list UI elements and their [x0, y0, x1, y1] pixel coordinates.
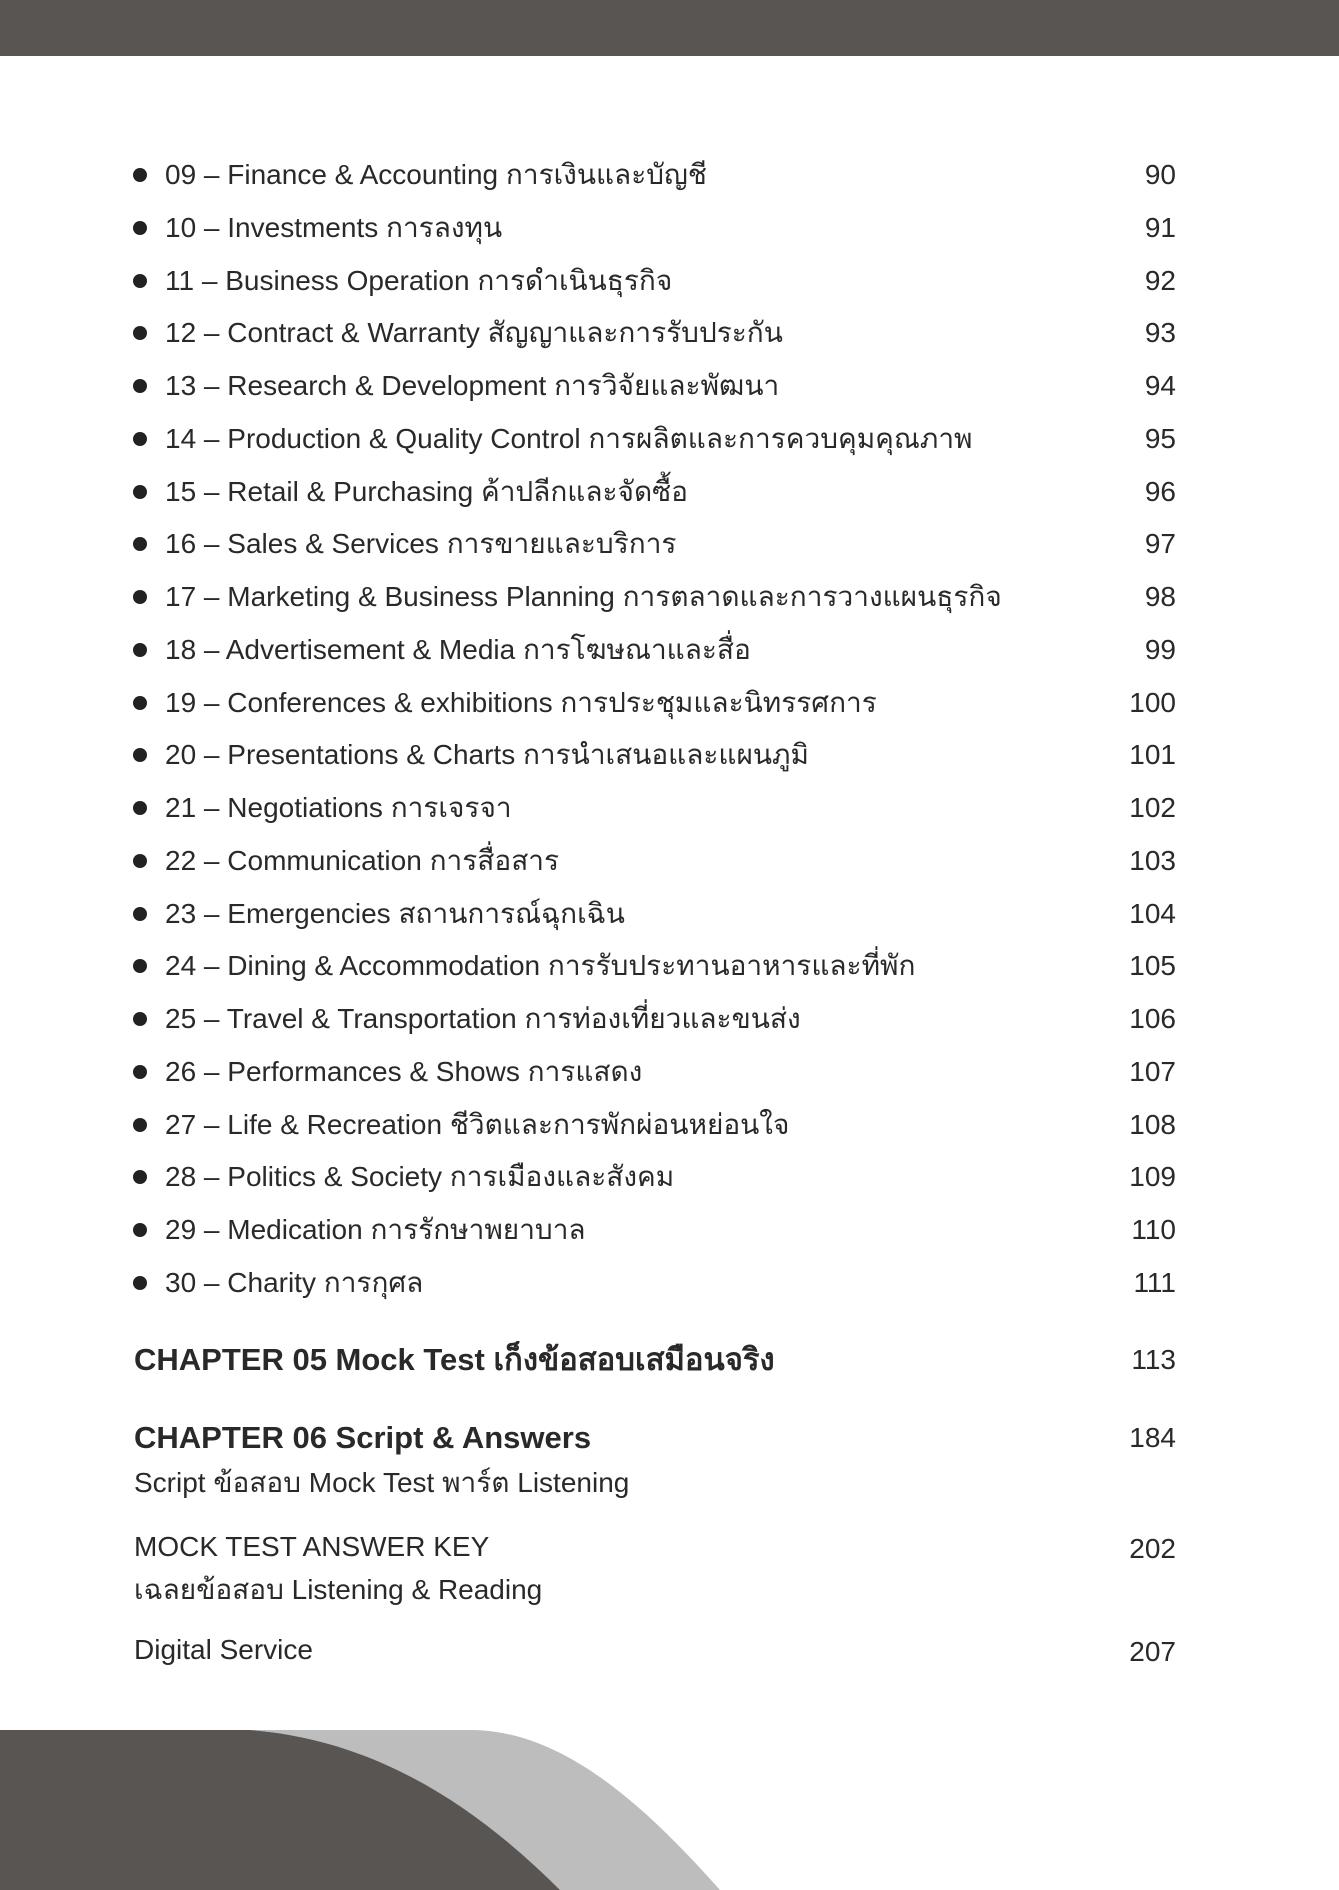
chapter-05-page: 113: [1131, 1344, 1176, 1375]
bullet-icon: [133, 854, 147, 868]
toc-item-title: 29 – Medication การรักษาพยาบาล: [165, 1214, 586, 1245]
toc-item-title: 12 – Contract & Warranty สัญญาและการรับประกัน: [165, 317, 783, 349]
table-of-contents-list: [0, 149, 1339, 1310]
toc-item-page: 94: [1144, 370, 1176, 401]
bullet-icon: [133, 643, 147, 657]
digital-service-title: Digital Service: [134, 1634, 313, 1665]
toc-item[interactable]: [0, 835, 1339, 888]
toc-item-page: 103: [1129, 844, 1176, 876]
bullet-icon: [133, 696, 147, 710]
toc-item-page: 100: [1129, 686, 1176, 718]
toc-item-title: 13 – Research & Development การวิจัยและพัฒนา: [165, 370, 780, 401]
toc-item-page: 110: [1131, 1214, 1176, 1245]
toc-item-page: 98: [1144, 581, 1176, 612]
toc-item-page: 106: [1129, 1003, 1176, 1034]
bullet-icon: [133, 168, 147, 182]
toc-item-title: 28 – Politics & Society การเมืองและสังคม: [165, 1161, 675, 1193]
toc-item-title: 10 – Investments การลงทุน: [165, 211, 503, 243]
bullet-icon: [133, 1276, 147, 1290]
bullet-icon: [133, 221, 147, 235]
toc-item-page: 102: [1129, 792, 1176, 823]
toc-item-title: 30 – Charity การกุศล: [165, 1266, 424, 1298]
toc-item-page: 96: [1144, 475, 1176, 507]
bullet-icon: [133, 432, 147, 446]
toc-item-title: 23 – Emergencies สถานการณ์ฉุกเฉิน: [165, 897, 625, 929]
top-decorative-bar: [0, 0, 1339, 56]
toc-item[interactable]: [0, 255, 1339, 308]
chapter-06-entry[interactable]: [134, 1419, 1176, 1500]
digital-service-page: 207: [1129, 1636, 1176, 1667]
toc-item-title: 16 – Sales & Services การขายและบริการ: [165, 528, 677, 560]
toc-item[interactable]: [0, 1151, 1339, 1204]
toc-item[interactable]: [0, 888, 1339, 941]
toc-item-title: 17 – Marketing & Business Planning การตลาดและการวางแผนธุรกิจ: [165, 581, 1002, 612]
toc-item-page: 91: [1144, 211, 1176, 243]
toc-item-title: 25 – Travel & Transportation การท่องเที่ยวและขนส่ง: [165, 1003, 801, 1034]
bullet-icon: [133, 590, 147, 604]
toc-item-title: 19 – Conferences & exhibitions การประชุมและนิทรรศการ: [165, 686, 877, 718]
toc-item[interactable]: [0, 518, 1339, 571]
toc-item-title: 26 – Performances & Shows การแสดง: [165, 1055, 643, 1087]
toc-item-title: 11 – Business Operation การดำเนินธุรกิจ: [165, 264, 673, 296]
toc-item-title: 15 – Retail & Purchasing ค้าปลีกและจัดซื้อ: [165, 475, 688, 507]
bullet-icon: [133, 907, 147, 921]
chapter-06-subtitle: Script ข้อสอบ Mock Test พาร์ต Listening: [134, 1467, 630, 1498]
toc-item[interactable]: [0, 1204, 1339, 1257]
bullet-icon: [133, 959, 147, 973]
toc-item[interactable]: [0, 782, 1339, 835]
toc-item-page: 92: [1144, 264, 1176, 296]
answer-key-entry[interactable]: [134, 1530, 1176, 1607]
toc-item-page: 108: [1129, 1108, 1176, 1140]
bullet-icon: [133, 326, 147, 340]
chapter-06-page: 184: [1129, 1422, 1176, 1453]
bullet-icon: [133, 274, 147, 288]
toc-item[interactable]: [0, 624, 1339, 677]
chapter-05-entry[interactable]: [134, 1341, 1176, 1379]
toc-item-title: 20 – Presentations & Charts การนำเสนอและแผนภูมิ: [165, 739, 809, 771]
bullet-icon: [133, 801, 147, 815]
toc-item[interactable]: [0, 202, 1339, 255]
chapter-06-title: CHAPTER 06 Script & Answers: [134, 1420, 592, 1455]
toc-item[interactable]: [0, 571, 1339, 624]
toc-item[interactable]: [0, 1257, 1339, 1310]
toc-item-page: 90: [1144, 159, 1176, 190]
toc-item[interactable]: [0, 993, 1339, 1046]
toc-item-title: 21 – Negotiations การเจรจา: [165, 792, 512, 823]
toc-item-title: 24 – Dining & Accommodation การรับประทานอาหารและที่พัก: [165, 950, 916, 982]
toc-item-title: 18 – Advertisement & Media การโฆษณาและสื่อ: [165, 633, 751, 665]
toc-item[interactable]: [0, 413, 1339, 466]
digital-service-entry[interactable]: [134, 1633, 1176, 1667]
toc-item-page: 109: [1129, 1161, 1176, 1193]
toc-item[interactable]: [0, 940, 1339, 993]
toc-item[interactable]: [0, 360, 1339, 413]
toc-item-title: 27 – Life & Recreation ชีวิตและการพักผ่อนหย่อนใจ: [165, 1108, 790, 1140]
bullet-icon: [133, 1170, 147, 1184]
toc-item[interactable]: [0, 307, 1339, 360]
toc-item-page: 111: [1133, 1266, 1176, 1298]
toc-item-page: 97: [1144, 528, 1176, 560]
toc-item-title: 14 – Production & Quality Control การผลิตและการควบคุมคุณภาพ: [165, 422, 973, 454]
bullet-icon: [133, 1012, 147, 1026]
toc-item-page: 101: [1129, 739, 1176, 771]
chapter-05-title: CHAPTER 05 Mock Test เก็งข้อสอบเสมือนจริง: [134, 1342, 775, 1377]
answer-key-subtitle: เฉลยข้อสอบ Listening & Reading: [134, 1574, 543, 1605]
toc-item-page: 99: [1144, 633, 1176, 665]
toc-item-page: 93: [1144, 317, 1176, 349]
toc-item-page: 105: [1129, 950, 1176, 982]
answer-key-page: 202: [1129, 1533, 1176, 1564]
toc-item-page: 95: [1144, 422, 1176, 454]
toc-item-title: 22 – Communication การสื่อสาร: [165, 844, 560, 876]
toc-item[interactable]: [0, 1099, 1339, 1152]
bullet-icon: [133, 1118, 147, 1132]
bullet-icon: [133, 748, 147, 762]
toc-item[interactable]: [0, 1046, 1339, 1099]
toc-item[interactable]: [0, 466, 1339, 519]
bullet-icon: [133, 379, 147, 393]
bullet-icon: [133, 485, 147, 499]
answer-key-title: MOCK TEST ANSWER KEY: [134, 1531, 490, 1562]
toc-item[interactable]: [0, 729, 1339, 782]
bullet-icon: [133, 537, 147, 551]
toc-item-title: 09 – Finance & Accounting การเงินและบัญชี: [165, 159, 707, 190]
toc-item-page: 104: [1129, 897, 1176, 929]
toc-item-page: 107: [1129, 1055, 1176, 1087]
bullet-icon: [133, 1223, 147, 1237]
bullet-icon: [133, 1065, 147, 1079]
footer-decoration: [0, 1730, 1339, 1890]
toc-item[interactable]: [0, 677, 1339, 730]
toc-item[interactable]: [0, 149, 1339, 202]
